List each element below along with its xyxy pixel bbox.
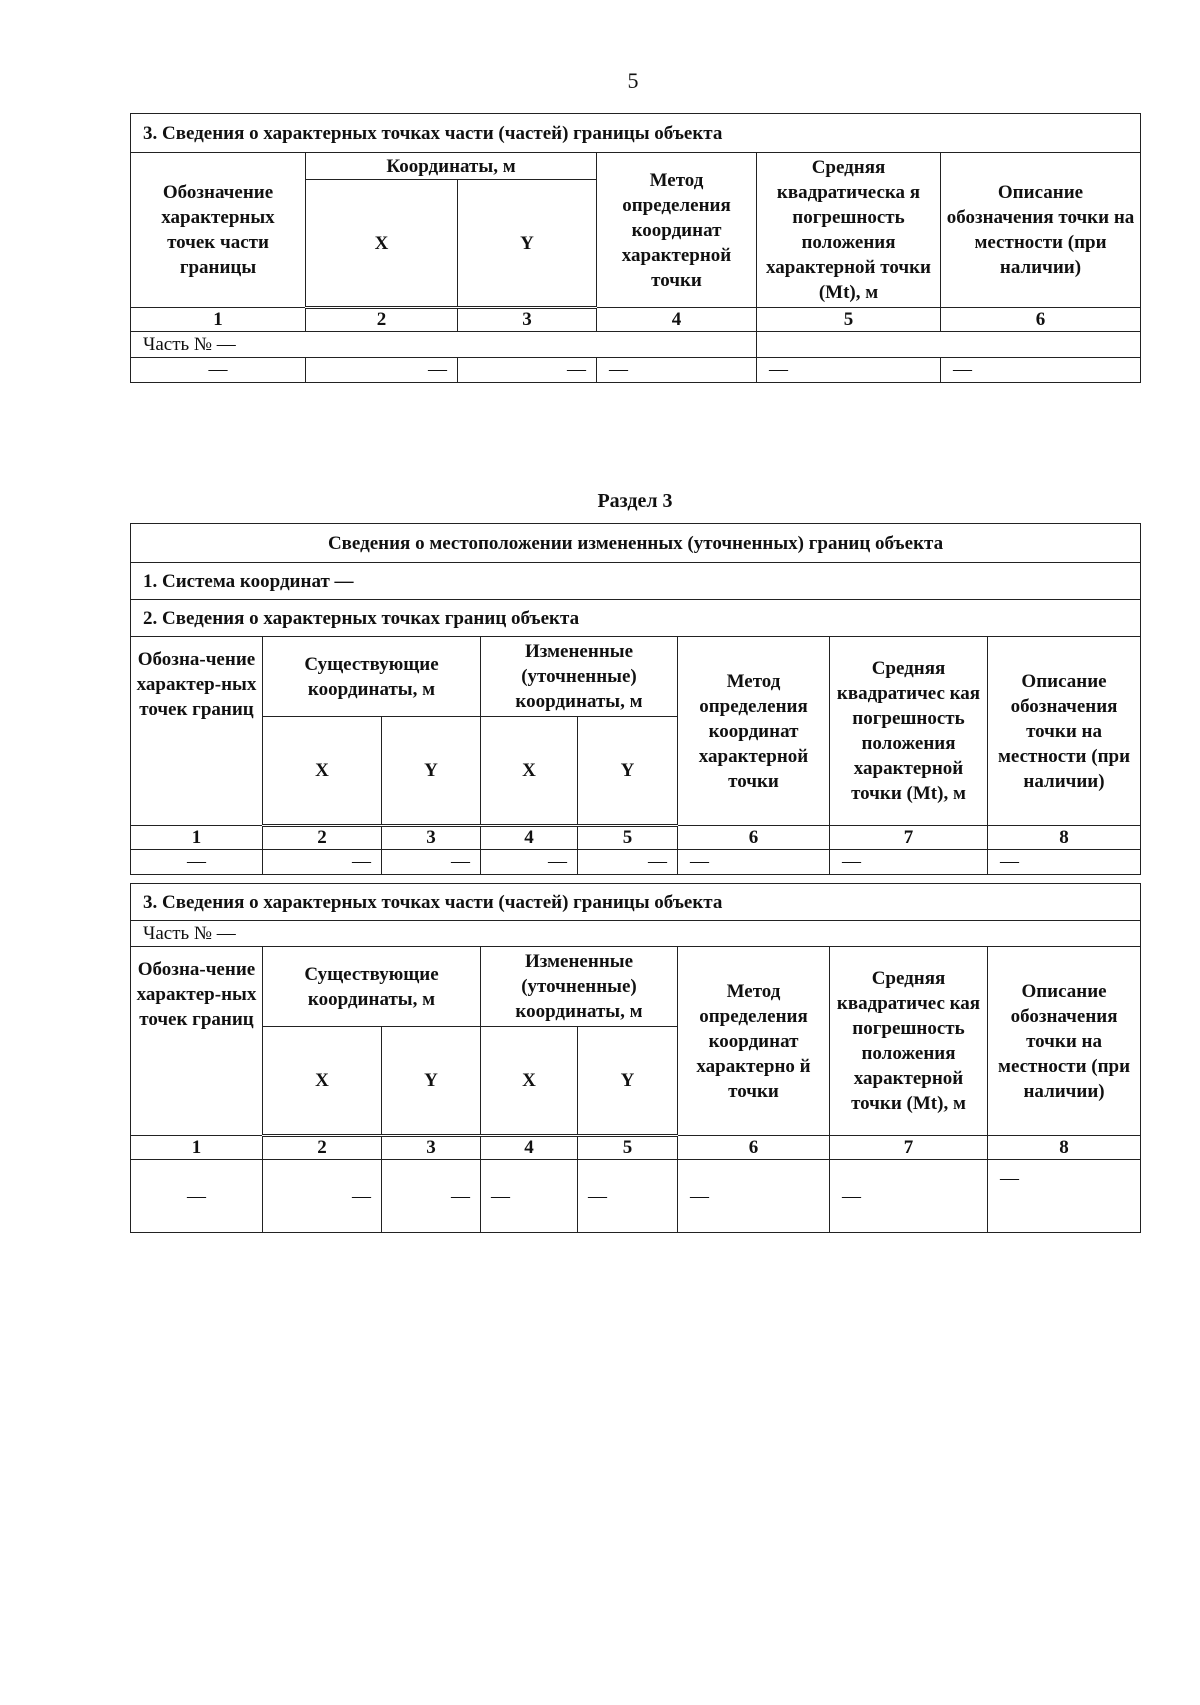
dash-cell: —	[988, 850, 1141, 875]
col-x-changed-header: X	[481, 1027, 578, 1136]
col-coords-header: Координаты, м	[306, 153, 597, 180]
col-y-header: Y	[458, 180, 597, 308]
col-y-existing-header: Y	[382, 717, 481, 826]
dash-cell: —	[131, 358, 306, 383]
col-number-2: 2	[306, 308, 458, 332]
col-y-changed-header: Y	[578, 1027, 678, 1136]
dash-cell: —	[988, 1160, 1141, 1233]
col-error-header: Средняя квадратичес кая погрешность положения характерной точки (Mt), м	[830, 947, 988, 1136]
col-number-7: 7	[830, 826, 988, 850]
col-method-header: Метод определения координат характерно й точки	[678, 947, 830, 1136]
col-designation-header: Обозначение характерных точек части границы	[131, 153, 306, 308]
part-points-table	[130, 113, 1141, 383]
points-heading: 2. Сведения о характерных точках границ объекта	[131, 600, 1141, 637]
part-points-heading: 3. Сведения о характерных точках части (частей) границы объекта	[131, 114, 1141, 153]
col-method-header: Метод определения координат характерной точки	[597, 153, 757, 308]
col-designation-header: Обозна-чение характер-ных точек границ	[131, 637, 263, 826]
dash-cell: —	[597, 358, 757, 383]
col-changed-header: Измененные (уточненные) координаты, м	[481, 637, 678, 717]
col-x-header: X	[306, 180, 458, 308]
dash-cell: —	[458, 358, 597, 383]
col-number-3: 3	[382, 826, 481, 850]
changed-part-points-table	[130, 883, 1141, 1233]
dash-cell: —	[131, 1160, 263, 1233]
col-x-existing-header: X	[263, 717, 382, 826]
col-description-header: Описание обозначения точки на местности (при наличии)	[988, 947, 1141, 1136]
dash-cell: —	[678, 1160, 830, 1233]
col-number-6: 6	[941, 308, 1141, 332]
col-number-1: 1	[131, 1136, 263, 1160]
dash-cell: —	[382, 850, 481, 875]
dash-cell: —	[306, 358, 458, 383]
col-existing-header: Существующие координаты, м	[263, 947, 481, 1027]
col-description-header: Описание обозначения точки на местности (при наличии)	[988, 637, 1141, 826]
col-number-4: 4	[597, 308, 757, 332]
changed-boundary-table	[130, 523, 1141, 875]
dash-cell: —	[263, 850, 382, 875]
col-number-1: 1	[131, 308, 306, 332]
col-error-header: Средняя квадратическа я погрешность положения характерной точки (Mt), м	[757, 153, 941, 308]
dash-cell: —	[830, 1160, 988, 1233]
section-title: Раздел 3	[597, 490, 673, 512]
col-number-3: 3	[382, 1136, 481, 1160]
section3-heading: Сведения о местоположении измененных (уточненных) границ объекта	[131, 524, 1141, 563]
part-label: Часть № —	[131, 921, 1141, 947]
col-existing-header: Существующие координаты, м	[263, 637, 481, 717]
col-number-5: 5	[578, 826, 678, 850]
dash-cell: —	[757, 358, 941, 383]
dash-cell: —	[131, 850, 263, 875]
col-number-2: 2	[263, 826, 382, 850]
col-method-header: Метод определения координат характерной точки	[678, 637, 830, 826]
col-number-1: 1	[131, 826, 263, 850]
col-number-6: 6	[678, 826, 830, 850]
col-y-changed-header: Y	[578, 717, 678, 826]
dash-cell: —	[678, 850, 830, 875]
coord-system-label: 1. Система координат —	[131, 563, 1141, 600]
col-y-existing-header: Y	[382, 1027, 481, 1136]
col-number-3: 3	[458, 308, 597, 332]
col-number-7: 7	[830, 1136, 988, 1160]
col-changed-header: Измененные (уточненные) координаты, м	[481, 947, 678, 1027]
col-number-6: 6	[678, 1136, 830, 1160]
page-number: 5	[627, 68, 639, 93]
col-x-changed-header: X	[481, 717, 578, 826]
dash-cell: —	[481, 850, 578, 875]
col-number-2: 2	[263, 1136, 382, 1160]
col-number-5: 5	[578, 1136, 678, 1160]
col-number-8: 8	[988, 1136, 1141, 1160]
col-number-4: 4	[481, 826, 578, 850]
col-error-header: Средняя квадратичес кая погрешность положения характерной точки (Mt), м	[830, 637, 988, 826]
part-label: Часть № —	[131, 332, 757, 358]
parts-heading: 3. Сведения о характерных точках части (частей) границы объекта	[131, 884, 1141, 921]
col-number-8: 8	[988, 826, 1141, 850]
dash-cell: —	[382, 1160, 481, 1233]
dash-cell: —	[941, 358, 1141, 383]
col-designation-header: Обозна-чение характер-ных точек границ	[131, 947, 263, 1136]
dash-cell: —	[578, 850, 678, 875]
dash-cell: —	[263, 1160, 382, 1233]
col-number-4: 4	[481, 1136, 578, 1160]
col-x-existing-header: X	[263, 1027, 382, 1136]
part-label-empty	[757, 332, 1141, 358]
col-number-5: 5	[757, 308, 941, 332]
dash-cell: —	[481, 1160, 578, 1233]
col-description-header: Описание обозначения точки на местности (при наличии)	[941, 153, 1141, 308]
dash-cell: —	[830, 850, 988, 875]
dash-cell: —	[578, 1160, 678, 1233]
